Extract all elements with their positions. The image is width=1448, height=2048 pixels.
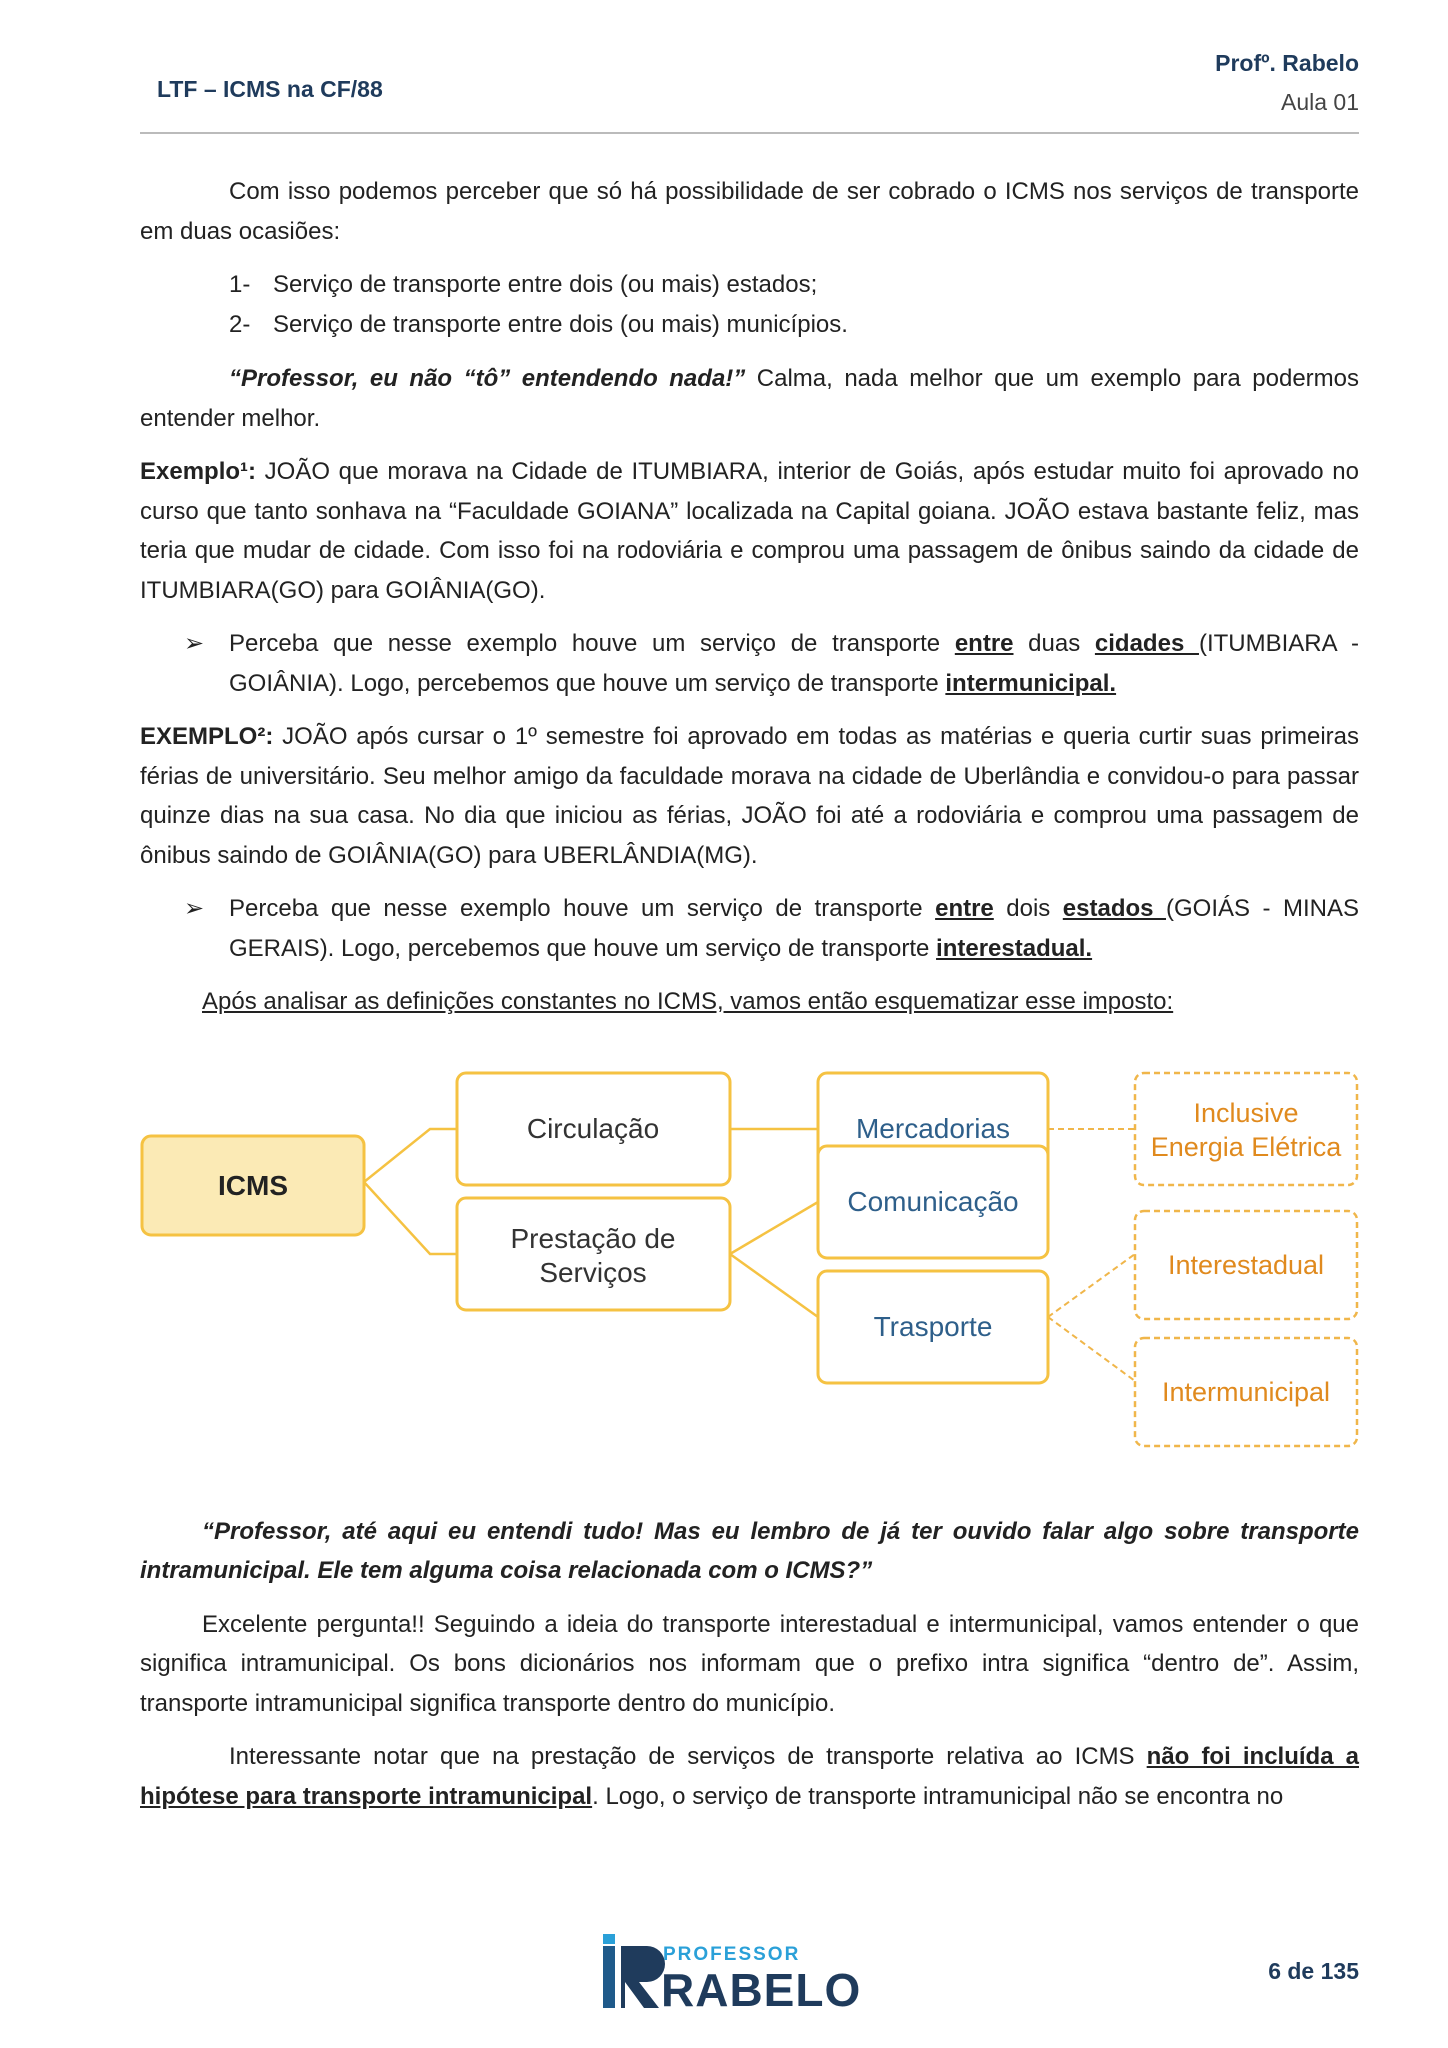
bullet-text: duas (1013, 630, 1095, 657)
arrow-bullet-icon: ➢ (184, 895, 205, 922)
connector-line (730, 1202, 818, 1254)
bullet-text: (ITUMBIARA - GOIÂNIA). Logo, percebemos que houve um serviço de transporte (229, 630, 1359, 697)
diagram-svg (140, 1030, 1359, 1490)
icms-label: ICMS (218, 1169, 288, 1201)
paragraph-text: . Logo, o serviço de transporte intramunicipal não se encontra no (592, 1782, 1284, 1810)
header-divider (140, 132, 1359, 134)
logo-main-text: RABELO (661, 1964, 862, 2012)
example-label: EXEMPLO²: (140, 723, 274, 750)
emphasis: não foi incluída a hipótese para transporte intramunicipal (140, 1743, 1359, 1810)
mercadorias-label: Mercadorias (855, 1112, 1011, 1144)
emphasis: intermunicipal. (945, 669, 1117, 697)
list-item (229, 265, 1359, 305)
bullet-text: Perceba que nesse exemplo houve um serviço de transporte (229, 895, 936, 922)
arrow-bullet-icon: ➢ (184, 630, 205, 657)
intermunicipal-label: Intermunicipal (1161, 1376, 1331, 1407)
prestacao-label-1: Prestação de (510, 1222, 676, 1254)
bullet-text: Perceba que nesse exemplo houve um serviço de transporte (229, 630, 955, 657)
professor-name: Profº. Rabelo (1215, 50, 1359, 76)
example-2 (140, 717, 1359, 875)
example-text: JOÃO que morava na Cidade de ITUMBIARA, interior de Goiás, após estudar muito foi aprovado no curso que tanto sonhava na “Faculdade GOIANA” localizada na Capital goiana. JOÃO estava bastante feliz, mas teria que mudar de cidade. Com isso foi na rodoviária e comprou uma passagem de ônibus saindo da cidade de ITUMBIARA(GO) para GOIÂNIA(GO). (140, 458, 1359, 604)
example-text: JOÃO após cursar o 1º semestre foi aprovado em todas as matérias e queria curtir suas primeiras férias de universitário. Seu melhor amigo da faculdade morava na cidade de Uberlândia e convidou-o para passar quinze dias na sua casa. No dia que iniciou as férias, JOÃO foi até a rodoviária e comprou uma passagem de ônibus saindo de GOIÂNIA(GO) para UBERLÂNDIA(MG). (140, 723, 1359, 869)
logo-top-text: PROFESSOR (663, 1944, 801, 1965)
list-number: 2- (229, 311, 251, 338)
dashed-connector (1048, 1254, 1135, 1317)
connector-line (730, 1254, 818, 1317)
bullet-text: (GOIÁS - MINAS GERAIS). Logo, percebemos que houve um serviço de transporte (229, 895, 1359, 962)
list-text: Serviço de transporte entre dois (ou mais) estados; (273, 271, 818, 298)
list-text: Serviço de transporte entre dois (ou mais) municípios. (273, 311, 848, 338)
paragraph-text: Calma, nada melhor que um exemplo para podermos entender melhor. (140, 365, 1359, 432)
quote-text: “Professor, eu não “tô” entendendo nada!” (229, 365, 746, 392)
page-number: 6 de 135 (1268, 1958, 1359, 1984)
emphasis: cidades (1094, 630, 1199, 657)
page-body (140, 172, 1359, 1830)
connector-line (364, 1129, 457, 1182)
dashed-connector (1048, 1317, 1135, 1381)
bullet-text: dois (993, 895, 1063, 922)
interestadual-label: Interestadual (1167, 1249, 1325, 1280)
list-item (229, 305, 1359, 345)
logo-mark-icon (601, 1932, 871, 2012)
bullet-item (140, 624, 1359, 703)
emphasis: interestadual. (936, 934, 1093, 962)
scheme-heading: Após analisar as definições constantes no ICMS, vamos então esquematizar esse imposto: (202, 988, 1174, 1015)
paragraph-final (140, 1737, 1359, 1816)
diagram-dashed-connectors (1048, 1129, 1135, 1381)
paragraph-answer: Excelente pergunta!! Seguindo a ideia do transporte interestadual e intermunicipal, vamos entender o que significa intramunicipal. Os bons dicionários nos informam que o prefixo intra significa “dentro de”. Assim, transporte intramunicipal significa transporte dentro do município. (140, 1610, 1359, 1717)
emphasis: estados (1062, 895, 1166, 922)
professor-rabelo-logo (601, 1932, 871, 2012)
paragraph-intro: Com isso podemos perceber que só há possibilidade de ser cobrado o ICMS nos serviços de transporte em duas ocasiões: (140, 178, 1359, 245)
list-number: 1- (229, 271, 251, 298)
prestacao-label-2: Serviços (539, 1256, 647, 1288)
example-1 (140, 452, 1359, 610)
emphasis: entre (935, 895, 994, 922)
transporte-label: Trasporte (873, 1310, 993, 1342)
connector-line (364, 1182, 457, 1254)
lesson-label: Aula 01 (1280, 89, 1359, 115)
emphasis: entre (954, 630, 1014, 657)
paragraph-text: Interessante notar que na prestação de serviços de transporte relativa ao ICMS (229, 1743, 1147, 1770)
header-title: LTF – ICMS na CF/88 (157, 76, 383, 102)
icms-diagram (140, 1030, 1359, 1490)
energia-label-1: Inclusive (1193, 1097, 1299, 1128)
bullet-item (140, 889, 1359, 968)
prestacao-node (457, 1198, 730, 1310)
paragraph-question (140, 359, 1359, 438)
example-label: Exemplo¹: (140, 458, 257, 485)
energia-node (1135, 1073, 1357, 1185)
header-meta (1215, 50, 1359, 116)
comunicacao-label: Comunicação (847, 1185, 1019, 1217)
circulacao-label: Circulação (526, 1112, 660, 1144)
energia-label-2: Energia Elétrica (1150, 1131, 1342, 1162)
question-2: “Professor, até aqui eu entendi tudo! Mas eu lembro de já ter ouvido falar algo sobre transporte intramunicipal. Ele tem alguma coisa relacionada com o ICMS?” (140, 1517, 1359, 1584)
